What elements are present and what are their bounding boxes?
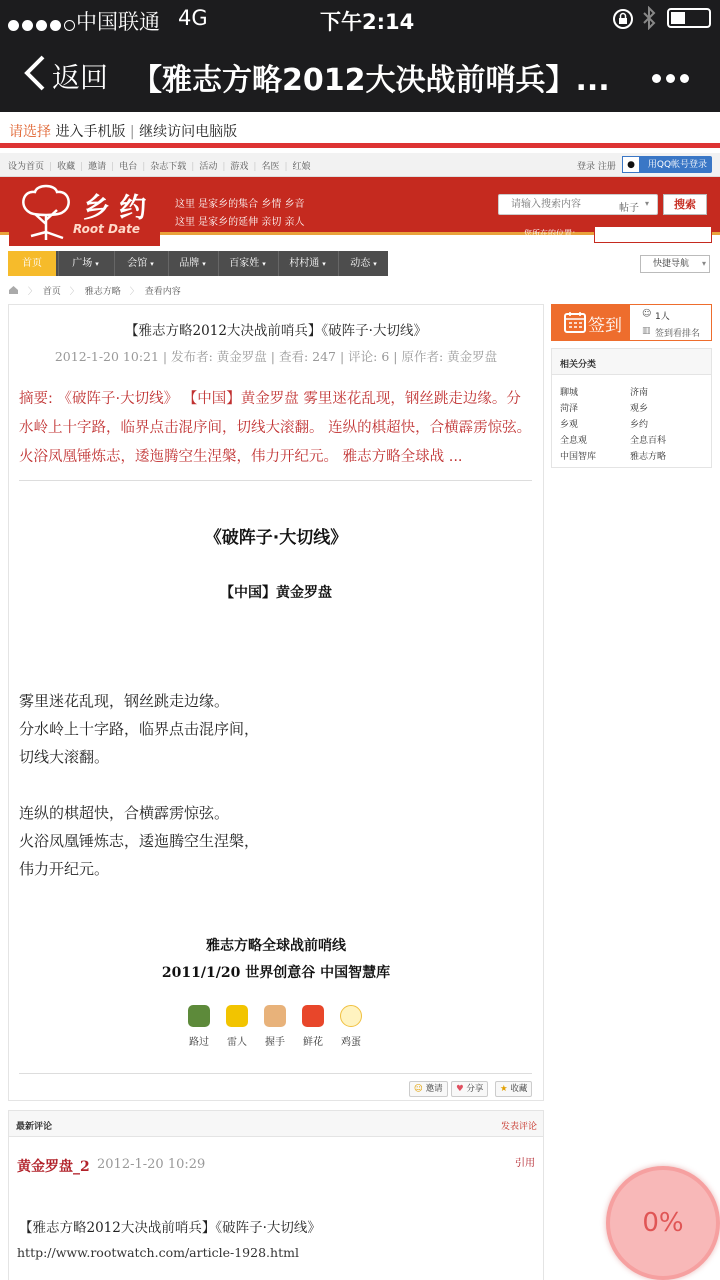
utility-link[interactable]: 设为首页 <box>8 162 45 172</box>
logo-text-cn: 乡 约 <box>83 193 147 224</box>
menu-item[interactable] <box>218 251 276 276</box>
article-summary: 摘要: 《破阵子·大切线》 【中国】黄金罗盘 雾里迷花乱现，钢丝跳走边缘。分水岭上十字路，临界点击混序间，切线大滚翻。 连纵的棋超快，合横霹雳惊弦。火浴凤凰锤炼志，逶迤腾空生涅槃，伟力开纪元。 雅志方略全球战 ... <box>19 391 532 465</box>
favorite-label: 收藏 <box>510 1084 528 1094</box>
location-field <box>594 226 712 243</box>
search-input[interactable] <box>499 195 609 214</box>
menu-item[interactable] <box>168 251 216 276</box>
utility-link[interactable]: 红娘 <box>292 162 311 172</box>
quick-nav-button[interactable] <box>640 255 710 273</box>
search-box <box>498 194 658 215</box>
search-button[interactable]: 搜索 <box>663 194 707 215</box>
reaction-2[interactable] <box>217 1005 257 1048</box>
related-link[interactable]: 中国智库 <box>560 452 597 462</box>
related-link[interactable]: 乡观 <box>560 420 579 430</box>
user-icon: ☺ <box>642 309 652 319</box>
network: 4G <box>178 6 208 30</box>
poem-author: 【中国】黄金罗盘 <box>220 585 332 601</box>
quote-link[interactable]: 引用 <box>515 1158 535 1169</box>
search-type-select[interactable]: 帖子 <box>619 203 639 214</box>
menu-item[interactable] <box>58 251 112 276</box>
invite-icon: ☺ <box>414 1084 423 1094</box>
related-link[interactable]: 济南 <box>630 388 649 398</box>
checkin-widget[interactable] <box>551 304 712 341</box>
related-link[interactable]: 全息观 <box>560 436 588 446</box>
reactions <box>179 1005 399 1055</box>
post-comment-link[interactable]: 发表评论 <box>501 1122 538 1132</box>
handshake-icon <box>264 1005 286 1027</box>
version-bar <box>0 112 720 148</box>
reaction-3[interactable] <box>255 1005 295 1048</box>
utility-link[interactable]: 名医 <box>261 162 280 172</box>
utility-link[interactable]: 游戏 <box>230 162 249 172</box>
related-link[interactable]: 聊城 <box>560 388 579 398</box>
chevron-down-icon: ▾ <box>322 260 326 268</box>
related-link[interactable]: 全息百科 <box>630 436 667 446</box>
utility-divider: | <box>49 162 53 172</box>
article-panel <box>8 304 544 1101</box>
comment-text: 【雅志方略2012大决战前哨兵】《破阵子·大切线》 <box>19 1220 321 1236</box>
poem-line: 切线大滚翻。 <box>19 748 110 766</box>
utility-links <box>8 159 311 172</box>
poem-line: 分水岭上十字路，临界点击混序间， <box>19 720 260 738</box>
reaction-label: 路过 <box>189 1037 209 1048</box>
clock: 下午2:14 <box>320 10 415 34</box>
divider <box>19 1073 532 1074</box>
menu-label: 首页 <box>22 258 42 269</box>
breadcrumb-home[interactable]: 首页 <box>42 287 61 297</box>
reaction-label: 鸡蛋 <box>341 1037 361 1048</box>
carrier: 中国联通 <box>76 10 160 34</box>
battery-icon <box>667 8 711 28</box>
login-links[interactable]: 登录 注册 <box>577 162 616 172</box>
progress-bubble[interactable] <box>606 1166 720 1280</box>
share-label: 分享 <box>466 1084 484 1094</box>
poem-line: 火浴凤凰锤炼志，逶迤腾空生涅槃， <box>19 832 260 850</box>
poem-line: 雾里迷花乱现，钢丝跳走边缘。 <box>19 692 230 710</box>
menu-item[interactable] <box>114 251 166 276</box>
tree-logo-icon <box>19 184 73 242</box>
chevron-down-icon: ▾ <box>262 260 266 268</box>
utility-divider: | <box>191 162 195 172</box>
breadcrumb: 〉 首页 〉 雅志方略 〉 查看内容 <box>8 284 181 297</box>
poem-line: 连纵的棋超快，合横霹雳惊弦。 <box>19 804 230 822</box>
invite-button[interactable] <box>409 1081 448 1097</box>
chart-icon: ▥ <box>642 326 651 336</box>
home-icon[interactable] <box>8 285 19 295</box>
related-categories <box>551 348 712 468</box>
back-label: 返回 <box>52 61 109 94</box>
share-button[interactable] <box>451 1081 488 1097</box>
reaction-4[interactable] <box>293 1005 333 1048</box>
comment-author[interactable]: 黄金罗盘_2 <box>17 1159 90 1175</box>
mobile-version-link[interactable]: 进入手机版 <box>55 124 126 140</box>
utility-bar <box>0 153 720 177</box>
checkin-button[interactable] <box>552 305 630 340</box>
slogan-2: 这里 是家乡的延伸 亲切 亲人 <box>175 217 305 228</box>
egg-icon <box>340 1005 362 1027</box>
site-logo[interactable] <box>9 180 160 246</box>
reaction-label: 雷人 <box>227 1037 247 1048</box>
menu-item[interactable] <box>278 251 336 276</box>
chevron-down-icon: ▾ <box>373 260 377 268</box>
status-bar <box>0 0 720 38</box>
comments-panel <box>8 1110 544 1280</box>
utility-divider: | <box>111 162 115 172</box>
reaction-1[interactable] <box>179 1005 219 1048</box>
reaction-label: 握手 <box>265 1037 285 1048</box>
utility-divider: | <box>253 162 257 172</box>
related-link[interactable]: 观乡 <box>630 404 649 414</box>
utility-link[interactable]: 收藏 <box>57 162 76 172</box>
calendar-icon <box>564 311 586 333</box>
divider <box>19 480 532 481</box>
article-title: 【雅志方略2012大决战前哨兵】《破阵子·大切线》 <box>125 323 427 339</box>
desktop-version-link[interactable]: 继续访问电脑版 <box>139 124 238 140</box>
menu-item[interactable] <box>8 251 56 276</box>
reaction-5[interactable] <box>331 1005 371 1048</box>
app-header <box>0 0 720 112</box>
utility-divider: | <box>80 162 84 172</box>
related-link[interactable]: 菏泽 <box>560 404 579 414</box>
breadcrumb-current: 查看内容 <box>144 287 181 297</box>
poem-body <box>19 687 519 883</box>
menu-label: 村村通 <box>289 258 320 269</box>
soldier-icon <box>188 1005 210 1027</box>
utility-divider: | <box>222 162 226 172</box>
comment-date: 2012-1-20 10:29 <box>97 1157 206 1172</box>
menu-label: 品牌 <box>179 258 200 269</box>
menu-label: 广场 <box>72 258 93 269</box>
main-menu <box>8 251 388 276</box>
rotation-lock-icon <box>612 8 634 30</box>
chevron-down-icon: ▾ <box>95 260 99 268</box>
utility-link[interactable]: 活动 <box>199 162 218 172</box>
related-link[interactable]: 乡约 <box>630 420 649 430</box>
chevron-down-icon: ▾ <box>645 199 650 208</box>
location-label: 您所在的位置： <box>524 229 580 238</box>
logo-text-en: Root Date <box>73 222 140 236</box>
comment-url[interactable]: http://www.rootwatch.com/article-1928.html <box>17 1245 299 1260</box>
chevron-down-icon: ▾ <box>150 260 154 268</box>
signature-line-2: 2011/1/20 世界创意谷 中国智慧库 <box>161 965 391 981</box>
checkin-label: 签到 <box>588 316 622 336</box>
utility-link[interactable]: 电台 <box>119 162 138 172</box>
related-link[interactable]: 雅志方略 <box>630 452 667 462</box>
qq-icon: ● <box>622 156 640 173</box>
heart-icon: ♥ <box>456 1084 464 1094</box>
invite-label: 邀请 <box>425 1084 443 1094</box>
comments-title: 最新评论 <box>16 1122 53 1132</box>
chevron-down-icon: ▾ <box>202 260 206 268</box>
menu-item[interactable] <box>338 251 388 276</box>
qq-login-button[interactable] <box>622 156 712 173</box>
progress-value: 0% <box>642 1208 684 1238</box>
quick-nav-label: 快捷导航 <box>653 259 690 269</box>
related-title: 相关分类 <box>560 360 597 370</box>
poem-title: 《破阵子·大切线》 <box>204 528 348 548</box>
menu-label: 百家姓 <box>229 258 260 269</box>
chevron-down-icon: ▾ <box>701 259 706 268</box>
signature-line-1: 雅志方略全球战前哨线 <box>206 938 346 954</box>
more-icon[interactable] <box>652 68 692 87</box>
flower-icon <box>302 1005 324 1027</box>
poem-line <box>19 771 519 799</box>
utility-divider: | <box>142 162 146 172</box>
utility-divider: | <box>284 162 288 172</box>
utility-link[interactable]: 邀请 <box>88 162 107 172</box>
page-title: 【雅志方略2012大决战前哨兵】... <box>132 63 610 98</box>
slogan-1: 这里 是家乡的集合 乡情 乡音 <box>175 199 305 210</box>
utility-link[interactable]: 杂志下载 <box>150 162 187 172</box>
poem-line: 伟力开纪元。 <box>19 860 110 878</box>
lightning-icon <box>226 1005 248 1027</box>
checkin-count: 1人 <box>655 312 670 322</box>
star-icon: ★ <box>500 1084 508 1094</box>
chevron-left-icon <box>22 54 48 92</box>
menu-label: 动态 <box>350 258 371 269</box>
reaction-label: 鲜花 <box>303 1037 323 1048</box>
qq-login-label: 用QQ帐号登录 <box>647 160 708 170</box>
bluetooth-icon <box>642 6 656 30</box>
menu-label: 会馆 <box>127 258 148 269</box>
choose-divider: | <box>129 124 135 140</box>
checkin-rank-link[interactable]: 签到看排名 <box>655 329 701 339</box>
choose-prompt: 请选择 <box>9 124 51 140</box>
signal-icon <box>8 12 78 36</box>
article-meta: 2012-1-20 10:21 | 发布者: 黄金罗盘 | 查看: 247 | 评论: 6 | 原作者: 黄金罗盘 <box>54 349 498 364</box>
breadcrumb-category[interactable]: 雅志方略 <box>84 287 121 297</box>
favorite-button[interactable] <box>495 1081 532 1097</box>
